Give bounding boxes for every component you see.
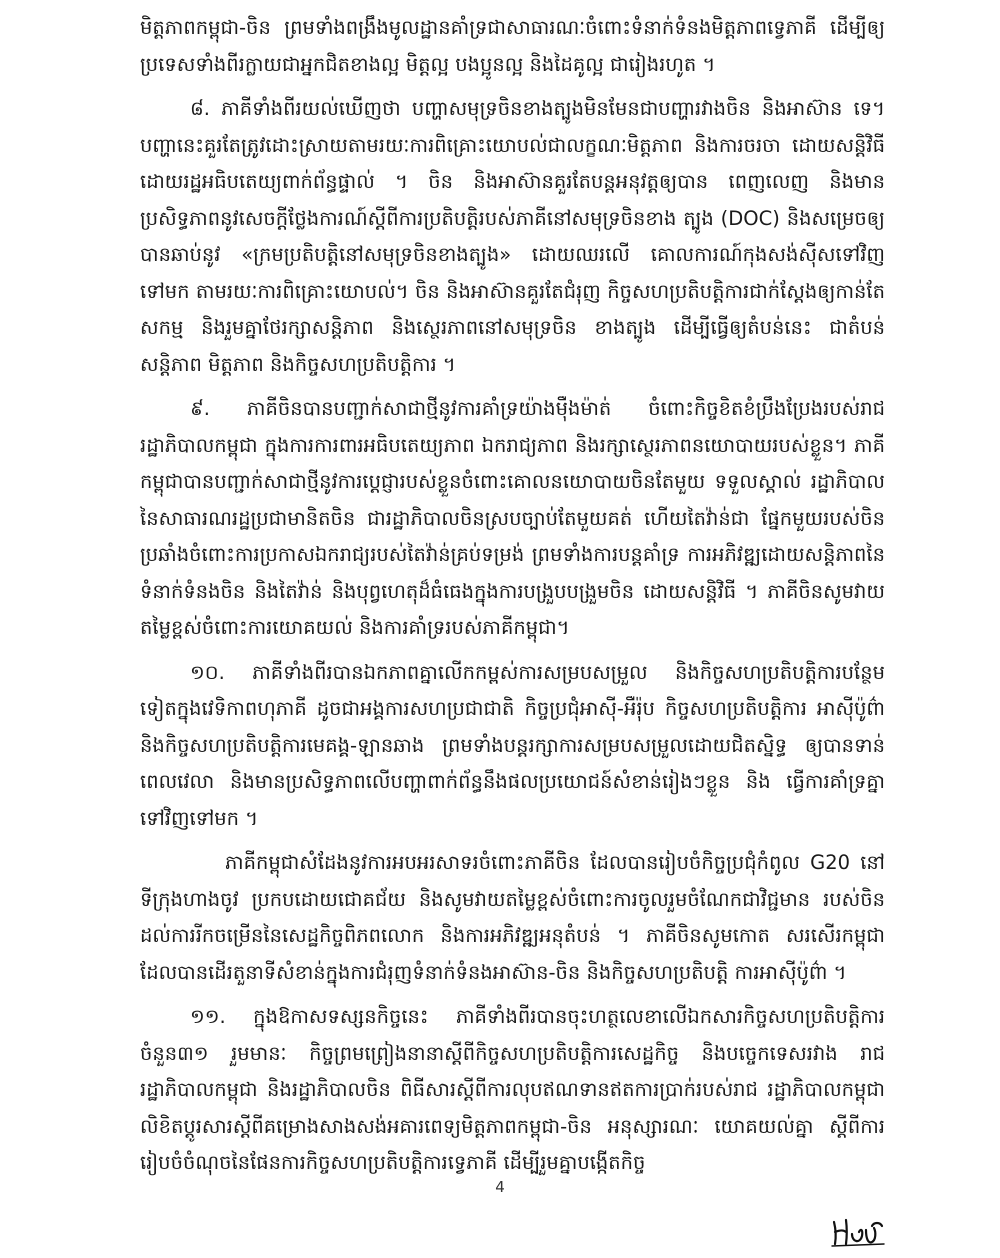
paragraph-g20: ភាគីកម្ពុជាសំដែងនូវការអបអរសាទរចំពោះភាគីចិន ដែលបានរៀបចំកិច្ចប្រជុំកំពូល G20 នៅទីក្រុងហាងចូវ ប្រកបដោយជោគជ័យ និងសូមវាយតម្លៃខ្ពស់ចំពោះការចូលរួមចំណែកជាវិជ្ជមាន របស់ចិន ដល់ការរីកចម្រើននៃសេដ្ឋកិច្ចពិភពលោក និងការអភិវឌ្ឍអនុតំបន់ ។ ភាគីចិនសូមកោត សរសើរកម្ពុជា ដែលបានដើរតួនាទីសំខាន់ក្នុងការជំរុញទំនាក់ទំនងអាស៊ាន-ចិន និងកិច្ចសហប្រតិបត្តិ ការអាស៊ីប៉ូព៌ា ។ — [140, 851, 885, 984]
paragraph-continuation: មិត្តភាពកម្ពុជា-ចិន ព្រមទាំងពង្រឹងមូលដ្ឋានគាំទ្រជាសាធារណៈចំពោះទំនាក់ទំនងមិត្តភាពទ្វេភាគី ដើម្បីឲ្យប្រទេសទាំងពីរក្លាយជាអ្នកជិតខាងល្អ មិត្តល្អ បងប្អូនល្អ និងដៃគូល្អ ជារៀងរហូត ។ — [140, 16, 885, 76]
document-body — [140, 10, 885, 1190]
paragraph-8: ៨. ភាគីទាំងពីរយល់ឃើញថា បញ្ហាសមុទ្រចិនខាងត្បូងមិនមែនជាបញ្ហារវាងចិន និងអាស៊ាន ទេ។ បញ្ហានេះគួរតែត្រូវដោះស្រាយតាមរយៈការពិគ្រោះយោបល់ជាលក្ខណៈមិត្តភាព និងការចរចា ដោយសន្តិវិធី ដោយរដ្ឋអធិបតេយ្យពាក់ព័ន្ធផ្ទាល់ ។ ចិន និងអាស៊ានគួរតែបន្តអនុវត្តឲ្យបាន ពេញលេញ និងមានប្រសិទ្ធភាពនូវសេចក្តីថ្លែងការណ៍ស្តីពីការប្រតិបត្តិរបស់ភាគីនៅសមុទ្រចិនខាង ត្បូង (DOC) និងសម្រេចឲ្យបានឆាប់នូវ «ក្រមប្រតិបត្តិនៅសមុទ្រចិនខាងត្បូង» ដោយឈរលើ គោលការណ៍កុងសង់ស៊ីសទៅវិញទៅមក តាមរយៈការពិគ្រោះយោបល់។ ចិន និងអាស៊ានគួរតែជំរុញ កិច្ចសហប្រតិបត្តិការជាក់ស្តែងឲ្យកាន់តែសកម្ម និងរួមគ្នាថែរក្សាសន្តិភាព និងស្ថេរភាពនៅសមុទ្រចិន ខាងត្បូង ដើម្បីធ្វើឲ្យតំបន់នេះ ជាតំបន់សន្តិភាព មិត្តភាព និងកិច្ចសហប្រតិបត្តិការ ។ — [140, 97, 885, 376]
paragraph-11: ១១. ក្នុងឱកាសទស្សនកិច្ចនេះ ភាគីទាំងពីរបានចុះហត្ថលេខាលើឯកសារកិច្ចសហប្រតិបត្តិការ ចំនួន៣១ រួមមានៈ កិច្ចព្រមព្រៀងនានាស្តីពីកិច្ចសហប្រតិបត្តិការសេដ្ឋកិច្ច និងបច្ចេកទេសរវាង រាជរដ្ឋាភិបាលកម្ពុជា និងរដ្ឋាភិបាលចិន ពិធីសារស្តីពីការលុបឥណទានឥតការប្រាក់របស់រាជ រដ្ឋាភិបាលកម្ពុជា លិខិតប្តូរសារស្តីពីគម្រោងសាងសង់អគារពេទ្យមិត្តភាពកម្ពុជា-ចិន អនុស្សារណៈ យោគយល់គ្នា ស្តីពីការរៀបចំចំណុចនៃផែនការកិច្ចសហប្រតិបត្តិការទ្វេភាគី ដើម្បីរួមគ្នាបង្កើតកិច្ច — [140, 1005, 885, 1174]
paragraph-9: ៩. ភាគីចិនបានបញ្ជាក់សាជាថ្មីនូវការគាំទ្រយ៉ាងម៉ឺងម៉ាត់ ចំពោះកិច្ចខិតខំប្រឹងប្រែងរបស់រាជ រដ្ឋាភិបាលកម្ពុជា ក្នុងការការពារអធិបតេយ្យភាព ឯករាជ្យភាព និងរក្សាស្ថេរភាពនយោបាយរបស់ខ្លួន។ ភាគីកម្ពុជាបានបញ្ជាក់សាជាថ្មីនូវការប្តេជ្ញារបស់ខ្លួនចំពោះគោលនយោបាយចិនតែមួយ ទទួលស្គាល់ រដ្ឋាភិបាលនៃសាធារណរដ្ឋប្រជាមានិតចិន ជារដ្ឋាភិបាលចិនស្របច្បាប់តែមួយគត់ ហើយតៃវ៉ាន់ជា ផ្នែកមួយរបស់ចិន ប្រឆាំងចំពោះការប្រកាសឯករាជ្យរបស់តៃវ៉ាន់គ្រប់ទម្រង់ ព្រមទាំងការបន្តគាំទ្រ ការអភិវឌ្ឍដោយសន្តិភាពនៃទំនាក់ទំនងចិន និងតៃវ៉ាន់ និងបុព្វហេតុដ៏ធំធេងក្នុងការបង្រួបបង្រួមចិន ដោយសន្តិវិធី ។ ភាគីចិនសូមវាយតម្លៃខ្ពស់ចំពោះការយោគយល់ និងការគាំទ្ររបស់ភាគីកម្ពុជា។ — [140, 397, 885, 639]
handwritten-initials — [828, 1210, 888, 1250]
page-number: 4 — [495, 1178, 505, 1196]
paragraph-10: ១០. ភាគីទាំងពីរបានឯកភាពគ្នាលើកកម្ពស់ការសម្របសម្រួល និងកិច្ចសហប្រតិបត្តិការបន្ថែម ទៀតក្នុងវេទិកាពហុភាគី ដូចជាអង្គការសហប្រជាជាតិ កិច្ចប្រជុំអាស៊ី-អឺរ៉ុប កិច្ចសហប្រតិបត្តិការ អាស៊ីប៉ូព៌ា និងកិច្ចសហប្រតិបត្តិការមេគង្គ-ឡានឆាង ព្រមទាំងបន្តរក្សាការសម្របសម្រួលដោយជិតស្និទ្ធ ឲ្យបានទាន់ពេលវេលា និងមានប្រសិទ្ធភាពលើបញ្ហាពាក់ព័ន្ធនឹងផលប្រយោជន៍សំខាន់រៀងៗខ្លួន និង ធ្វើការគាំទ្រគ្នាទៅវិញទៅមក ។ — [140, 660, 885, 830]
